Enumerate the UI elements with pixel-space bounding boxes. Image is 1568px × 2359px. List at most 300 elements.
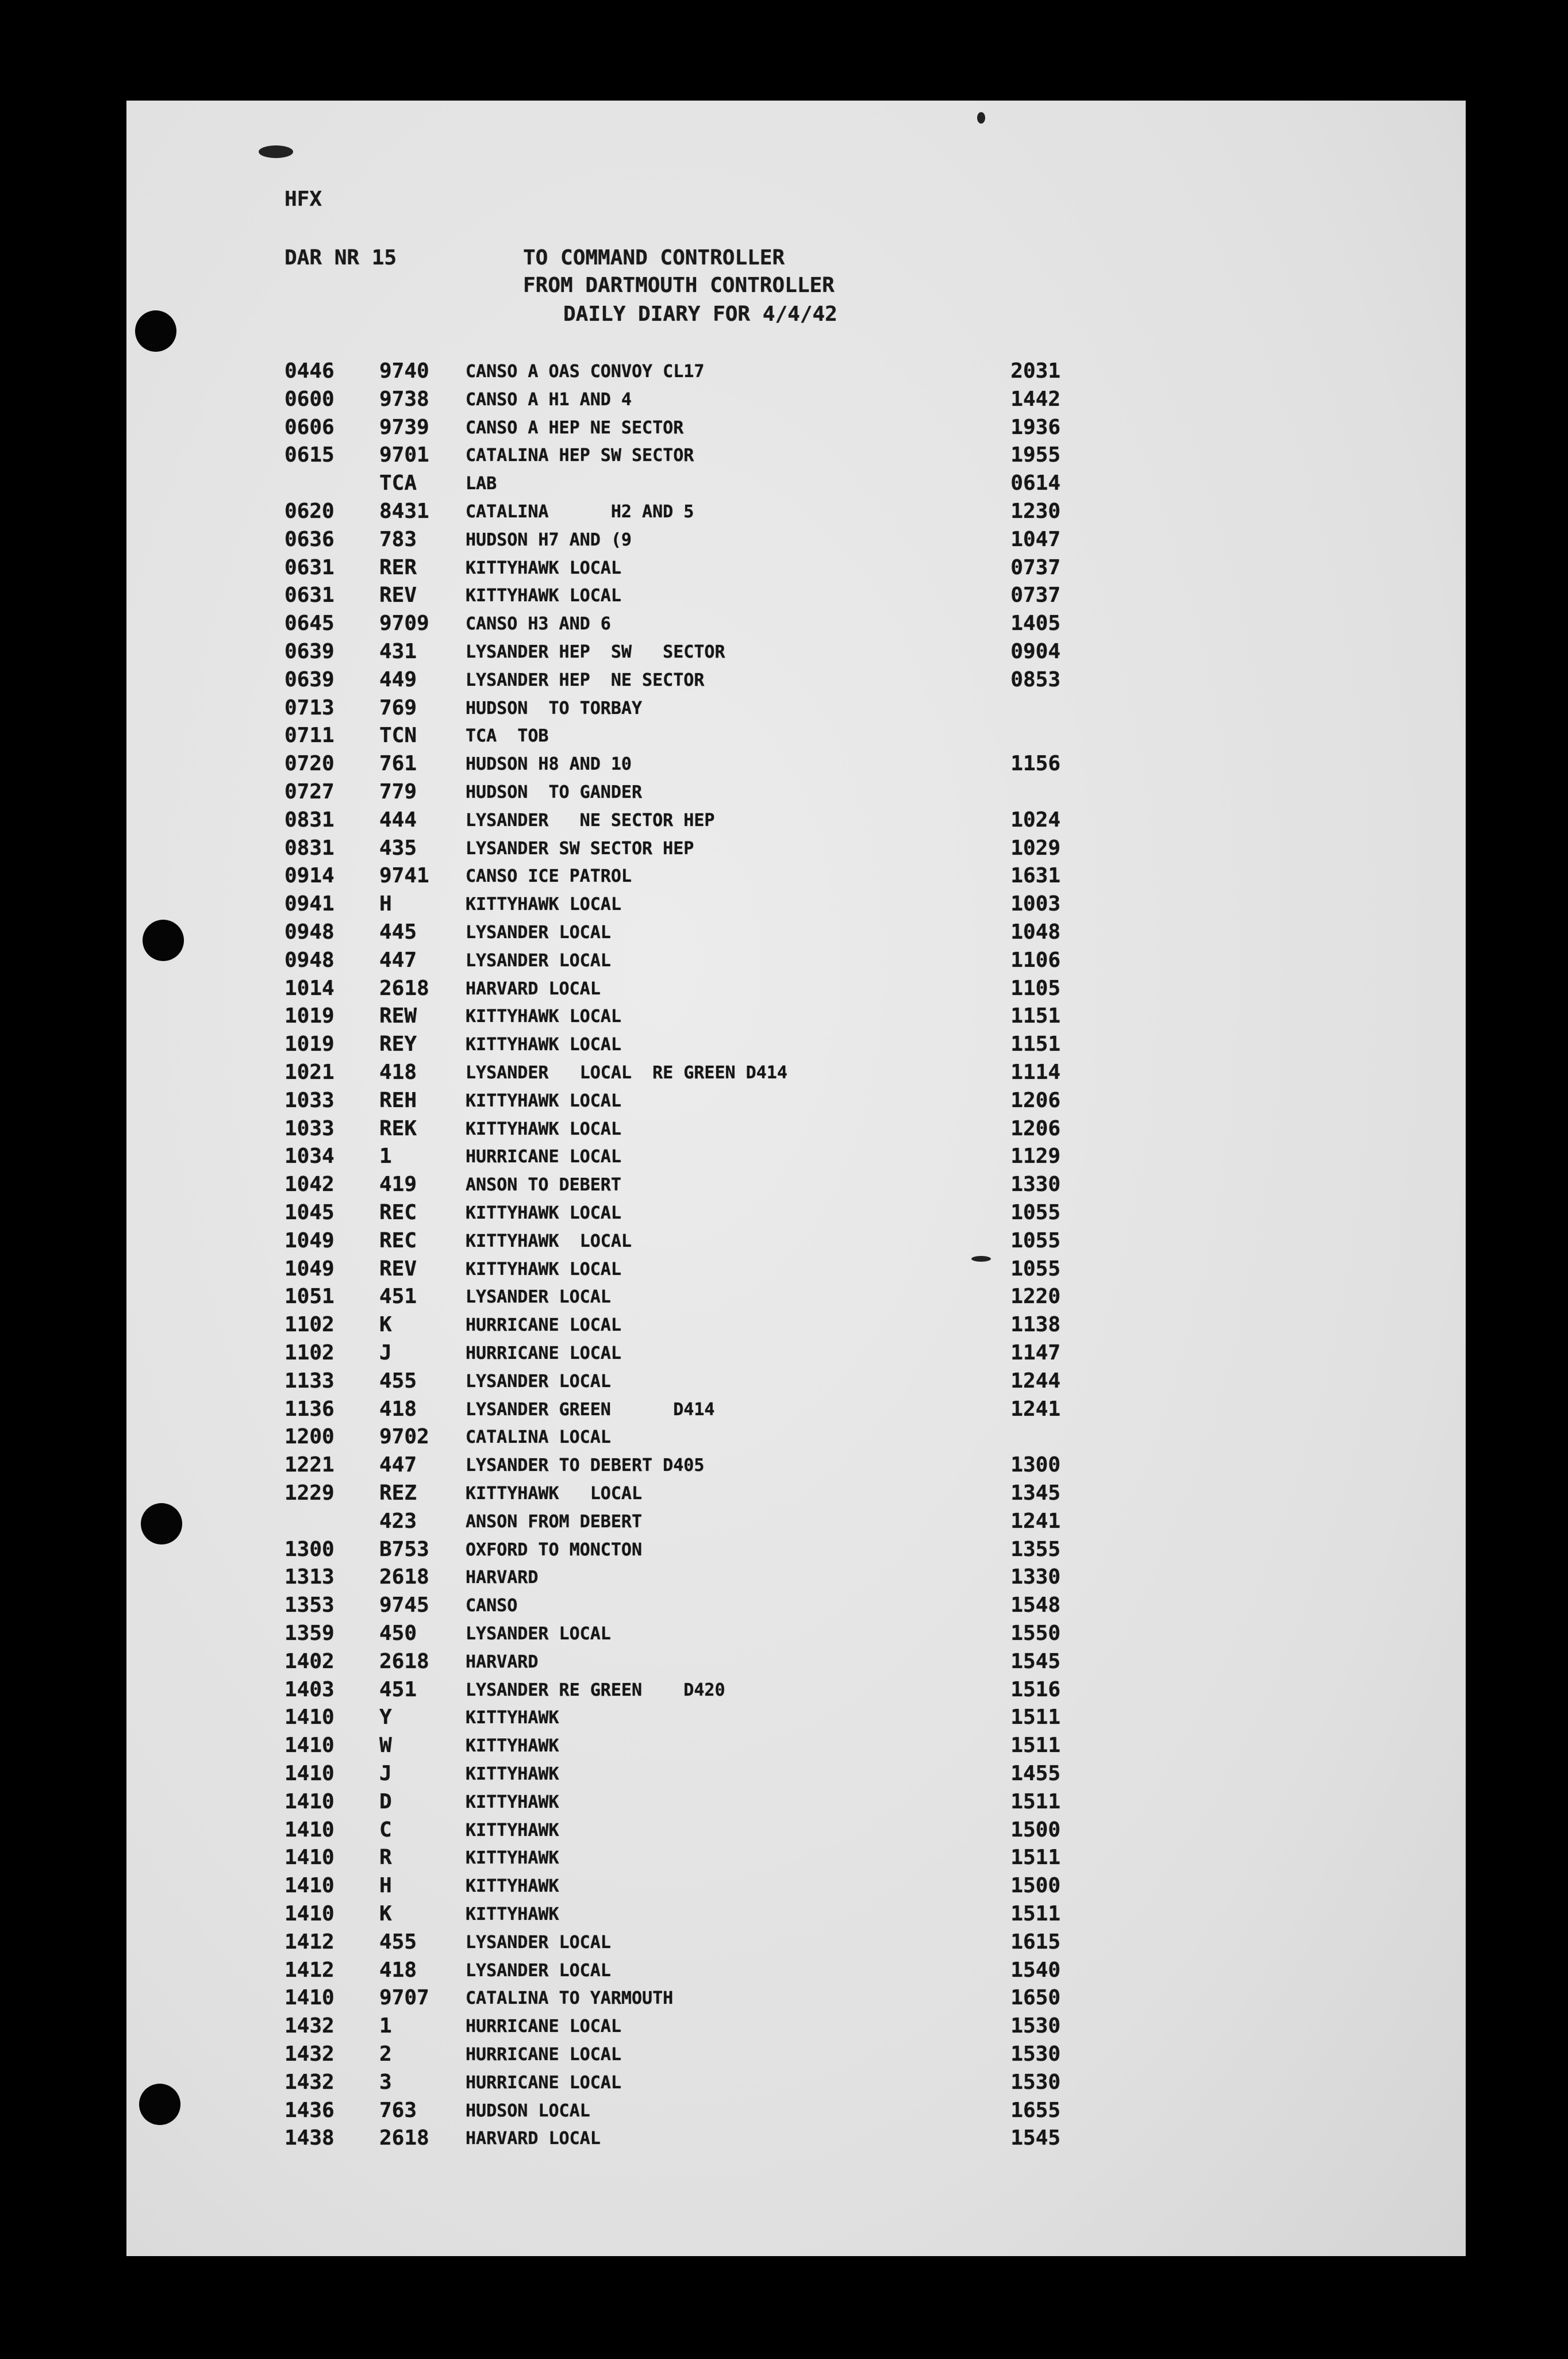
end-time-cell: 1615: [1010, 1930, 1060, 1954]
log-row: [285, 892, 1147, 920]
aircraft-id-cell: 9745: [379, 1593, 429, 1617]
time-cell: 0727: [285, 780, 335, 804]
aircraft-id-cell: 449: [379, 668, 417, 691]
aircraft-id-cell: 2618: [379, 1650, 429, 1673]
log-row: [285, 1705, 1147, 1733]
log-row: [285, 752, 1147, 779]
aircraft-id-cell: 763: [379, 2099, 417, 2122]
diary-title: DAILY DIARY FOR 4/4/42: [563, 302, 837, 326]
end-time-cell: 1138: [1010, 1313, 1060, 1336]
time-cell: 1432: [285, 2070, 335, 2094]
log-table: [285, 359, 1147, 2150]
aircraft-id-cell: Y: [379, 1705, 392, 1729]
end-time-cell: 1530: [1010, 2042, 1060, 2066]
log-row: [285, 808, 1147, 836]
description-cell: LYSANDER LOCAL: [466, 1287, 611, 1307]
time-cell: 0631: [285, 583, 335, 607]
description-cell: HURRICANE LOCAL: [466, 1147, 621, 1167]
description-cell: KITTYHAWK: [466, 1904, 559, 1924]
end-time-cell: 1500: [1010, 1818, 1060, 1842]
log-row: [285, 1593, 1147, 1621]
aircraft-id-cell: 2: [379, 2042, 392, 2066]
time-cell: 0446: [285, 359, 335, 383]
time-cell: 0711: [285, 724, 335, 747]
aircraft-id-cell: 2618: [379, 1565, 429, 1589]
aircraft-id-cell: H: [379, 892, 392, 916]
log-row: [285, 668, 1147, 696]
aircraft-id-cell: 9741: [379, 864, 429, 887]
aircraft-id-cell: 9709: [379, 612, 429, 635]
log-row: [285, 724, 1147, 751]
aircraft-id-cell: 1: [379, 1144, 392, 1168]
aircraft-id-cell: 423: [379, 1509, 417, 1533]
end-time-cell: 1220: [1010, 1285, 1060, 1308]
log-row: [285, 2042, 1147, 2070]
description-cell: CANSO: [466, 1596, 518, 1616]
time-cell: 1019: [285, 1032, 335, 1056]
time-cell: 1436: [285, 2099, 335, 2122]
time-cell: 1410: [285, 1902, 335, 1926]
end-time-cell: 0904: [1010, 640, 1060, 663]
time-cell: 1133: [285, 1369, 335, 1393]
description-cell: HURRICANE LOCAL: [466, 1315, 621, 1335]
description-cell: LYSANDER NE SECTOR HEP: [466, 810, 715, 831]
log-row: [285, 1930, 1147, 1958]
description-cell: KITTYHAWK: [466, 1736, 559, 1756]
end-time-cell: 1530: [1010, 2014, 1060, 2038]
log-row: [285, 1004, 1147, 1032]
aircraft-id-cell: 779: [379, 780, 417, 804]
aircraft-id-cell: 455: [379, 1930, 417, 1954]
description-cell: LYSANDER LOCAL: [466, 1624, 611, 1644]
log-row: [285, 1397, 1147, 1425]
description-cell: LYSANDER LOCAL: [466, 1932, 611, 1953]
log-row: [285, 864, 1147, 892]
time-cell: 1359: [285, 1622, 335, 1645]
time-cell: 1102: [285, 1341, 335, 1365]
description-cell: LYSANDER LOCAL: [466, 951, 611, 971]
description-cell: HUDSON TO TORBAY: [466, 698, 643, 719]
description-cell: HARVARD: [466, 1567, 539, 1588]
aircraft-id-cell: 2618: [379, 977, 429, 1000]
ink-smudge: [977, 112, 985, 124]
log-row: [285, 1509, 1147, 1537]
description-cell: CANSO A OAS CONVOY CL17: [466, 362, 705, 382]
aircraft-id-cell: 431: [379, 640, 417, 663]
description-cell: KITTYHAWK: [466, 1820, 559, 1841]
description-cell: KITTYHAWK LOCAL: [466, 1006, 621, 1027]
log-row: [285, 2126, 1147, 2154]
end-time-cell: 1241: [1010, 1397, 1060, 1421]
description-cell: TCA TOB: [466, 726, 549, 746]
description-cell: OXFORD TO MONCTON: [466, 1540, 643, 1560]
end-time-cell: 1545: [1010, 2126, 1060, 2150]
log-row: [285, 1257, 1147, 1285]
aircraft-id-cell: 9707: [379, 1986, 429, 2010]
end-time-cell: 1047: [1010, 528, 1060, 551]
aircraft-id-cell: 8431: [379, 500, 429, 523]
end-time-cell: 1330: [1010, 1565, 1060, 1589]
end-time-cell: 1548: [1010, 1593, 1060, 1617]
time-cell: 0620: [285, 500, 335, 523]
log-row: [285, 1986, 1147, 2014]
description-cell: LYSANDER LOCAL RE GREEN D414: [466, 1063, 787, 1083]
log-row: [285, 977, 1147, 1004]
time-cell: 0639: [285, 640, 335, 663]
end-time-cell: 1105: [1010, 977, 1060, 1000]
end-time-cell: 1530: [1010, 2070, 1060, 2094]
log-row: [285, 640, 1147, 667]
aircraft-id-cell: 9701: [379, 443, 429, 467]
end-time-cell: 1129: [1010, 1144, 1060, 1168]
end-time-cell: 1156: [1010, 752, 1060, 775]
time-cell: 1410: [285, 1762, 335, 1785]
time-cell: 0831: [285, 836, 335, 860]
time-cell: 0645: [285, 612, 335, 635]
end-time-cell: 1147: [1010, 1341, 1060, 1365]
log-row: [285, 416, 1147, 443]
log-row: [285, 1425, 1147, 1453]
aircraft-id-cell: REV: [379, 1257, 417, 1281]
description-cell: HURRICANE LOCAL: [466, 1343, 621, 1363]
end-time-cell: 1455: [1010, 1762, 1060, 1785]
end-time-cell: 1955: [1010, 443, 1060, 467]
log-row: [285, 1089, 1147, 1116]
aircraft-id-cell: 418: [379, 1958, 417, 1982]
time-cell: 1051: [285, 1285, 335, 1308]
office-code: HFX: [285, 187, 322, 211]
end-time-cell: 1405: [1010, 612, 1060, 635]
log-row: [285, 583, 1147, 611]
description-cell: CATALINA TO YARMOUTH: [466, 1988, 674, 2008]
end-time-cell: 1511: [1010, 1734, 1060, 1757]
time-cell: 1102: [285, 1313, 335, 1336]
aircraft-id-cell: W: [379, 1734, 392, 1757]
log-row: [285, 2099, 1147, 2126]
description-cell: HUDSON LOCAL: [466, 2101, 590, 2121]
description-cell: LYSANDER GREEN D414: [466, 1400, 715, 1420]
description-cell: KITTYHAWK: [466, 1708, 559, 1728]
end-time-cell: 1151: [1010, 1004, 1060, 1028]
end-time-cell: 1545: [1010, 1650, 1060, 1673]
log-row: [285, 612, 1147, 639]
aircraft-id-cell: 445: [379, 920, 417, 944]
aircraft-id-cell: 419: [379, 1173, 417, 1196]
time-cell: 1410: [285, 1818, 335, 1842]
end-time-cell: 1206: [1010, 1117, 1060, 1140]
description-cell: KITTYHAWK: [466, 1848, 559, 1868]
time-cell: 0631: [285, 556, 335, 579]
document-page: [126, 101, 1466, 2256]
time-cell: 1410: [285, 1734, 335, 1757]
description-cell: KITTYHAWK LOCAL: [466, 894, 621, 915]
aircraft-id-cell: 783: [379, 528, 417, 551]
end-time-cell: 1516: [1010, 1678, 1060, 1701]
aircraft-id-cell: 418: [379, 1397, 417, 1421]
time-cell: 0948: [285, 948, 335, 972]
aircraft-id-cell: REW: [379, 1004, 417, 1028]
time-cell: 1221: [285, 1453, 335, 1477]
time-cell: 1403: [285, 1678, 335, 1701]
log-row: [285, 1229, 1147, 1257]
time-cell: 1410: [285, 1790, 335, 1814]
log-row: [285, 1173, 1147, 1200]
aircraft-id-cell: RER: [379, 556, 417, 579]
end-time-cell: 1511: [1010, 1790, 1060, 1814]
time-cell: 1438: [285, 2126, 335, 2150]
end-time-cell: 0737: [1010, 556, 1060, 579]
description-cell: ANSON TO DEBERT: [466, 1175, 621, 1195]
aircraft-id-cell: J: [379, 1341, 392, 1365]
log-row: [285, 1790, 1147, 1818]
time-cell: 0606: [285, 416, 335, 439]
time-cell: 1049: [285, 1229, 335, 1253]
time-cell: 1353: [285, 1593, 335, 1617]
aircraft-id-cell: REK: [379, 1117, 417, 1140]
time-cell: 0941: [285, 892, 335, 916]
aircraft-id-cell: 761: [379, 752, 417, 775]
description-cell: CANSO ICE PATROL: [466, 866, 632, 886]
time-cell: 0831: [285, 808, 335, 832]
end-time-cell: 1355: [1010, 1538, 1060, 1561]
log-row: [285, 387, 1147, 415]
description-cell: KITTYHAWK LOCAL: [466, 1259, 621, 1280]
aircraft-id-cell: 1: [379, 2014, 392, 2038]
log-row: [285, 1117, 1147, 1144]
end-time-cell: 0737: [1010, 583, 1060, 607]
description-cell: HUDSON TO GANDER: [466, 782, 643, 802]
time-cell: 1412: [285, 1958, 335, 1982]
log-row: [285, 2014, 1147, 2042]
time-cell: 1229: [285, 1481, 335, 1505]
punch-hole: [141, 1503, 182, 1545]
aircraft-id-cell: K: [379, 1313, 392, 1336]
end-time-cell: 1055: [1010, 1201, 1060, 1224]
time-cell: 1410: [285, 1874, 335, 1897]
end-time-cell: 1511: [1010, 1902, 1060, 1926]
aircraft-id-cell: 447: [379, 948, 417, 972]
aircraft-id-cell: K: [379, 1902, 392, 1926]
aircraft-id-cell: C: [379, 1818, 392, 1842]
log-row: [285, 1481, 1147, 1509]
time-cell: 0615: [285, 443, 335, 467]
ink-smudge: [259, 145, 293, 158]
log-row: [285, 1061, 1147, 1088]
log-row: [285, 1538, 1147, 1565]
end-time-cell: 1244: [1010, 1369, 1060, 1393]
aircraft-id-cell: 450: [379, 1622, 417, 1645]
log-row: [285, 1565, 1147, 1593]
aircraft-id-cell: REZ: [379, 1481, 417, 1505]
description-cell: KITTYHAWK LOCAL: [466, 1035, 621, 1055]
log-row: [285, 1874, 1147, 1901]
log-row: [285, 528, 1147, 555]
log-row: [285, 920, 1147, 948]
aircraft-id-cell: REH: [379, 1089, 417, 1112]
end-time-cell: 1106: [1010, 948, 1060, 972]
log-row: [285, 1650, 1147, 1677]
log-row: [285, 1678, 1147, 1705]
description-cell: KITTYHAWK LOCAL: [466, 1484, 643, 1504]
end-time-cell: 1206: [1010, 1089, 1060, 1112]
log-row: [285, 1313, 1147, 1340]
log-row: [285, 696, 1147, 724]
end-time-cell: 1511: [1010, 1705, 1060, 1729]
aircraft-id-cell: 3: [379, 2070, 392, 2094]
time-cell: 1432: [285, 2014, 335, 2038]
log-row: [285, 836, 1147, 864]
time-cell: 0639: [285, 668, 335, 691]
time-cell: 1410: [285, 1846, 335, 1869]
aircraft-id-cell: 2618: [379, 2126, 429, 2150]
time-cell: 1412: [285, 1930, 335, 1954]
time-cell: 1402: [285, 1650, 335, 1673]
time-cell: 0914: [285, 864, 335, 887]
description-cell: LYSANDER LOCAL: [466, 1371, 611, 1392]
description-cell: LYSANDER LOCAL: [466, 923, 611, 943]
dar-number: DAR NR 15: [285, 246, 397, 270]
log-row: [285, 1622, 1147, 1649]
aircraft-id-cell: 769: [379, 696, 417, 720]
description-cell: LYSANDER RE GREEN D420: [466, 1680, 725, 1700]
end-time-cell: 1151: [1010, 1032, 1060, 1056]
description-cell: KITTYHAWK LOCAL: [466, 1091, 621, 1111]
time-cell: 1410: [285, 1705, 335, 1729]
log-row: [285, 1734, 1147, 1761]
log-row: [285, 1144, 1147, 1172]
description-cell: LYSANDER HEP SW SECTOR: [466, 642, 725, 662]
end-time-cell: 1055: [1010, 1229, 1060, 1253]
time-cell: 0713: [285, 696, 335, 720]
description-cell: KITTYHAWK LOCAL: [466, 1203, 621, 1223]
time-cell: 0600: [285, 387, 335, 411]
end-time-cell: 1230: [1010, 500, 1060, 523]
time-cell: 1045: [285, 1201, 335, 1224]
aircraft-id-cell: 447: [379, 1453, 417, 1477]
time-cell: 0720: [285, 752, 335, 775]
aircraft-id-cell: TCN: [379, 724, 417, 747]
description-cell: CATALINA H2 AND 5: [466, 502, 694, 522]
description-cell: HUDSON H7 AND (9: [466, 530, 632, 550]
description-cell: KITTYHAWK LOCAL: [466, 558, 621, 578]
log-row: [285, 1285, 1147, 1312]
aircraft-id-cell: 9739: [379, 416, 429, 439]
time-cell: 1410: [285, 1986, 335, 2010]
description-cell: CANSO A H1 AND 4: [466, 390, 632, 410]
end-time-cell: 1029: [1010, 836, 1060, 860]
log-row: [285, 471, 1147, 499]
aircraft-id-cell: 9740: [379, 359, 429, 383]
aircraft-id-cell: 9702: [379, 1425, 429, 1449]
punch-hole: [143, 920, 184, 961]
to-line: TO COMMAND CONTROLLER: [523, 246, 785, 270]
log-row: [285, 1453, 1147, 1481]
description-cell: LYSANDER TO DEBERT D405: [466, 1455, 705, 1476]
time-cell: 1034: [285, 1144, 335, 1168]
aircraft-id-cell: 435: [379, 836, 417, 860]
log-row: [285, 1032, 1147, 1060]
aircraft-id-cell: TCA: [379, 471, 417, 495]
description-cell: LYSANDER HEP NE SECTOR: [466, 670, 705, 690]
log-row: [285, 948, 1147, 976]
description-cell: HURRICANE LOCAL: [466, 2016, 621, 2037]
description-cell: KITTYHAWK LOCAL: [466, 1119, 621, 1139]
punch-hole: [139, 2084, 180, 2125]
end-time-cell: 1540: [1010, 1958, 1060, 1982]
time-cell: 1021: [285, 1061, 335, 1084]
time-cell: 1049: [285, 1257, 335, 1281]
description-cell: HUDSON H8 AND 10: [466, 754, 632, 774]
aircraft-id-cell: REC: [379, 1229, 417, 1253]
time-cell: 1042: [285, 1173, 335, 1196]
description-cell: HARVARD LOCAL: [466, 2129, 601, 2149]
end-time-cell: 1631: [1010, 864, 1060, 887]
description-cell: KITTYHAWK: [466, 1792, 559, 1812]
time-cell: 1019: [285, 1004, 335, 1028]
end-time-cell: 0614: [1010, 471, 1060, 495]
log-row: [285, 1818, 1147, 1846]
end-time-cell: 1241: [1010, 1509, 1060, 1533]
end-time-cell: 0853: [1010, 668, 1060, 691]
end-time-cell: 1003: [1010, 892, 1060, 916]
aircraft-id-cell: REC: [379, 1201, 417, 1224]
description-cell: CATALINA LOCAL: [466, 1427, 611, 1447]
end-time-cell: 1511: [1010, 1846, 1060, 1869]
description-cell: ANSON FROM DEBERT: [466, 1512, 643, 1532]
description-cell: LYSANDER LOCAL: [466, 1961, 611, 1981]
description-cell: LAB: [466, 474, 497, 494]
time-cell: 1033: [285, 1089, 335, 1112]
end-time-cell: 1442: [1010, 387, 1060, 411]
aircraft-id-cell: REY: [379, 1032, 417, 1056]
log-row: [285, 780, 1147, 808]
log-row: [285, 1846, 1147, 1873]
end-time-cell: 1655: [1010, 2099, 1060, 2122]
description-cell: CANSO A HEP NE SECTOR: [466, 418, 684, 438]
aircraft-id-cell: B753: [379, 1538, 429, 1561]
time-cell: 1200: [285, 1425, 335, 1449]
aircraft-id-cell: 455: [379, 1369, 417, 1393]
time-cell: 1313: [285, 1565, 335, 1589]
aircraft-id-cell: REV: [379, 583, 417, 607]
description-cell: KITTYHAWK: [466, 1764, 559, 1784]
end-time-cell: 1500: [1010, 1874, 1060, 1897]
description-cell: KITTYHAWK LOCAL: [466, 586, 621, 606]
aircraft-id-cell: R: [379, 1846, 392, 1869]
aircraft-id-cell: 418: [379, 1061, 417, 1084]
log-row: [285, 1201, 1147, 1228]
description-cell: LYSANDER SW SECTOR HEP: [466, 839, 694, 859]
description-cell: HURRICANE LOCAL: [466, 2073, 621, 2093]
from-line: FROM DARTMOUTH CONTROLLER: [523, 274, 835, 297]
log-row: [285, 2070, 1147, 2098]
aircraft-id-cell: J: [379, 1762, 392, 1785]
time-cell: 1136: [285, 1397, 335, 1421]
log-row: [285, 1369, 1147, 1397]
description-cell: CANSO H3 AND 6: [466, 614, 611, 634]
end-time-cell: 1114: [1010, 1061, 1060, 1084]
end-time-cell: 1345: [1010, 1481, 1060, 1505]
time-cell: 0948: [285, 920, 335, 944]
end-time-cell: 1650: [1010, 1986, 1060, 2010]
log-row: [285, 1902, 1147, 1930]
end-time-cell: 1300: [1010, 1453, 1060, 1477]
description-cell: CATALINA HEP SW SECTOR: [466, 445, 694, 466]
end-time-cell: 1936: [1010, 416, 1060, 439]
log-row: [285, 500, 1147, 527]
time-cell: 1300: [285, 1538, 335, 1561]
aircraft-id-cell: 444: [379, 808, 417, 832]
